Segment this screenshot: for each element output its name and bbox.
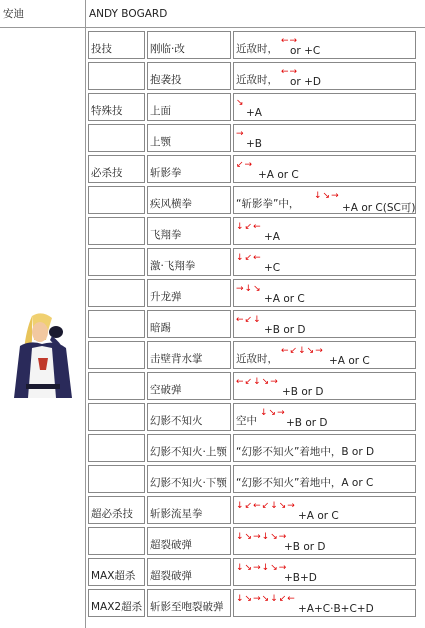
command-cell xyxy=(233,93,416,121)
move-row xyxy=(88,496,416,524)
direction-arrow-icon: ↘ xyxy=(270,532,278,542)
character-name: 安迪 xyxy=(0,0,86,28)
command-cell xyxy=(233,155,416,183)
direction-arrow-icon: → xyxy=(289,36,298,46)
command-cell xyxy=(233,217,416,245)
category-label: 投技 xyxy=(91,43,112,55)
category-cell xyxy=(88,496,145,524)
direction-arrow-icon: → xyxy=(278,532,287,542)
move-name: 幻影不知火 xyxy=(150,415,203,427)
category-cell xyxy=(88,31,145,59)
direction-arrow-icon: ↙ xyxy=(244,377,253,387)
move-row xyxy=(88,93,416,121)
direction-arrow-icon: → xyxy=(236,284,244,294)
category-cell xyxy=(88,403,145,431)
direction-arrow-icon: ← xyxy=(287,594,295,604)
command-arrows xyxy=(236,499,296,511)
command-input: +A or C xyxy=(258,169,299,181)
command-input: +B or D xyxy=(264,324,306,336)
move-name-cell xyxy=(147,341,231,369)
move-row xyxy=(88,341,416,369)
move-row xyxy=(88,31,416,59)
direction-arrow-icon: ↘ xyxy=(278,501,287,511)
command-input: +A or C xyxy=(264,293,305,305)
move-name-cell xyxy=(147,186,231,214)
direction-arrow-icon: ↘ xyxy=(244,563,253,573)
move-row xyxy=(88,434,416,462)
move-row xyxy=(88,155,416,183)
category-cell xyxy=(88,93,145,121)
command-input: +A xyxy=(246,107,262,119)
category-label: 必杀技 xyxy=(91,167,123,179)
category-cell xyxy=(88,341,145,369)
direction-arrow-icon: → xyxy=(287,501,295,511)
direction-arrow-icon: ↙ xyxy=(261,501,270,511)
move-name-cell xyxy=(147,496,231,524)
direction-arrow-icon: ← xyxy=(253,501,261,511)
category-label: 超必杀技 xyxy=(91,508,133,520)
move-name: 击壁背水掌 xyxy=(150,353,203,365)
command-input: +A or C xyxy=(298,510,339,522)
direction-arrow-icon: ↘ xyxy=(306,346,315,356)
direction-arrow-icon: ↙ xyxy=(244,501,253,511)
move-name: 上颚 xyxy=(150,136,171,148)
move-row xyxy=(88,248,416,276)
move-row xyxy=(88,124,416,152)
command-arrows xyxy=(236,530,287,542)
direction-arrow-icon: → xyxy=(236,129,244,139)
move-row xyxy=(88,589,416,617)
direction-arrow-icon: ↙ xyxy=(236,160,244,170)
direction-arrow-icon: ↓ xyxy=(236,253,244,263)
command-arrows xyxy=(236,220,262,232)
move-name-cell xyxy=(147,279,231,307)
direction-arrow-icon: ↓ xyxy=(261,563,270,573)
command-cell xyxy=(233,186,416,214)
command-input: +B or D xyxy=(284,541,326,553)
move-row xyxy=(88,372,416,400)
direction-arrow-icon: ↓ xyxy=(314,191,322,201)
command-arrows xyxy=(236,127,245,139)
category-cell xyxy=(88,217,145,245)
command-input: +B+D xyxy=(284,572,317,584)
direction-arrow-icon: ← xyxy=(281,36,289,46)
command-cell xyxy=(233,558,416,586)
command-cell xyxy=(233,465,416,493)
direction-arrow-icon: ↘ xyxy=(261,377,270,387)
direction-arrow-icon: ↓ xyxy=(298,346,306,356)
category-label: MAX超杀 xyxy=(91,570,136,582)
category-cell xyxy=(88,558,145,586)
move-row xyxy=(88,465,416,493)
direction-arrow-icon: ↘ xyxy=(268,408,277,418)
direction-arrow-icon: → xyxy=(270,377,278,387)
direction-arrow-icon: → xyxy=(253,563,261,573)
command-arrows xyxy=(236,375,279,387)
direction-arrow-icon: ↙ xyxy=(289,346,298,356)
command-cell xyxy=(233,62,416,90)
move-name-cell xyxy=(147,527,231,555)
direction-arrow-icon: ↓ xyxy=(261,532,270,542)
direction-arrow-icon: ↙ xyxy=(278,594,287,604)
move-name: 斩影流星拳 xyxy=(150,508,203,520)
move-row xyxy=(88,217,416,245)
move-name-cell xyxy=(147,62,231,90)
direction-arrow-icon: ← xyxy=(236,315,244,325)
command-input: or +C xyxy=(290,45,321,57)
direction-arrow-icon: ↓ xyxy=(236,532,244,542)
direction-arrow-icon: ↓ xyxy=(270,594,278,604)
command-arrows xyxy=(236,251,262,263)
direction-arrow-icon: ↘ xyxy=(261,594,270,604)
move-name: 超裂破弹 xyxy=(150,539,192,551)
category-cell xyxy=(88,434,145,462)
character-portrait xyxy=(0,28,86,628)
direction-arrow-icon: ← xyxy=(281,67,289,77)
move-name: 升龙弹 xyxy=(150,291,182,303)
command-input: +A or C xyxy=(329,355,370,367)
command-cell xyxy=(233,434,416,462)
category-label: MAX2超杀 xyxy=(91,601,143,613)
command-arrows xyxy=(260,406,286,418)
direction-arrow-icon: ↘ xyxy=(322,191,331,201)
direction-arrow-icon: → xyxy=(278,563,287,573)
character-title: ANDY BOGARD xyxy=(86,0,425,28)
move-name-cell xyxy=(147,403,231,431)
move-name-cell xyxy=(147,310,231,338)
move-name: 幻影不知火·上颚 xyxy=(150,446,227,458)
direction-arrow-icon: ← xyxy=(236,377,244,387)
command-cell xyxy=(233,589,416,617)
direction-arrow-icon: → xyxy=(253,532,261,542)
command-input: +A or C(SC可) xyxy=(342,202,416,214)
category-cell xyxy=(88,589,145,617)
direction-arrow-icon: ↓ xyxy=(260,408,268,418)
direction-arrow-icon: ↘ xyxy=(253,284,261,294)
direction-arrow-icon: ↙ xyxy=(244,315,253,325)
category-cell xyxy=(88,62,145,90)
move-row xyxy=(88,186,416,214)
command-condition: 空中 xyxy=(236,415,257,427)
move-name-cell xyxy=(147,93,231,121)
direction-arrow-icon: → xyxy=(277,408,285,418)
move-name-cell xyxy=(147,31,231,59)
move-name: 空破弹 xyxy=(150,384,182,396)
move-name-cell xyxy=(147,124,231,152)
move-name-cell xyxy=(147,155,231,183)
command-input: +B or D xyxy=(286,417,328,429)
direction-arrow-icon: ← xyxy=(253,253,261,263)
direction-arrow-icon: ← xyxy=(253,222,261,232)
move-row xyxy=(88,310,416,338)
move-row xyxy=(88,403,416,431)
command-arrows xyxy=(314,189,340,201)
direction-arrow-icon: ↓ xyxy=(236,501,244,511)
command-cell xyxy=(233,31,416,59)
category-label: 特殊技 xyxy=(91,105,123,117)
move-name: 疾风横拳 xyxy=(150,198,192,210)
command-arrows xyxy=(236,592,296,604)
command-input: +A+C·B+C+D xyxy=(298,603,374,615)
andy-portrait-image xyxy=(2,310,84,400)
command-cell xyxy=(233,527,416,555)
move-name-cell xyxy=(147,434,231,462)
direction-arrow-icon: ↓ xyxy=(236,594,244,604)
move-row xyxy=(88,62,416,90)
move-name: 抱袭投 xyxy=(150,74,182,86)
direction-arrow-icon: ↓ xyxy=(253,377,261,387)
command-arrows xyxy=(281,65,298,77)
direction-arrow-icon: → xyxy=(244,160,253,170)
move-name: 斩影至咆裂破弹 xyxy=(150,601,224,613)
category-cell xyxy=(88,248,145,276)
move-name-cell xyxy=(147,589,231,617)
direction-arrow-icon: → xyxy=(331,191,339,201)
category-cell xyxy=(88,465,145,493)
move-name-cell xyxy=(147,372,231,400)
move-row xyxy=(88,558,416,586)
command-arrows xyxy=(236,158,253,170)
command-cell xyxy=(233,248,416,276)
command-cell xyxy=(233,124,416,152)
direction-arrow-icon: ↓ xyxy=(236,222,244,232)
command-arrows xyxy=(236,96,245,108)
command-input: +A xyxy=(264,231,280,243)
command-cell xyxy=(233,310,416,338)
command-arrows xyxy=(281,34,298,46)
move-name-cell xyxy=(147,248,231,276)
move-row xyxy=(88,527,416,555)
command-cell xyxy=(233,341,416,369)
command-arrows xyxy=(281,344,324,356)
category-cell xyxy=(88,155,145,183)
move-name: 刚临·改 xyxy=(150,43,185,55)
command-input: or +D xyxy=(290,76,321,88)
direction-arrow-icon: ↙ xyxy=(244,222,253,232)
direction-arrow-icon: ↙ xyxy=(244,253,253,263)
command-input: +B xyxy=(246,138,263,150)
category-cell xyxy=(88,372,145,400)
command-condition: “幻影不知火”着地中，B or D xyxy=(236,446,375,458)
command-cell xyxy=(233,279,416,307)
move-name: 斩影拳 xyxy=(150,167,182,179)
command-arrows xyxy=(236,282,262,294)
command-condition: 近敌时， xyxy=(236,353,278,365)
direction-arrow-icon: → xyxy=(289,67,298,77)
category-cell xyxy=(88,279,145,307)
move-name: 上面 xyxy=(150,105,171,117)
direction-arrow-icon: ↘ xyxy=(244,532,253,542)
command-condition: “斩影拳”中， xyxy=(236,198,300,210)
direction-arrow-icon: → xyxy=(315,346,323,356)
move-name: 飞翔拳 xyxy=(150,229,182,241)
command-cell xyxy=(233,372,416,400)
direction-arrow-icon: ↓ xyxy=(253,315,261,325)
move-name-cell xyxy=(147,558,231,586)
command-input: +B or D xyxy=(282,386,324,398)
category-cell xyxy=(88,310,145,338)
category-cell xyxy=(88,186,145,214)
command-cell xyxy=(233,403,416,431)
direction-arrow-icon: ↓ xyxy=(236,563,244,573)
direction-arrow-icon: ↓ xyxy=(270,501,278,511)
command-condition: “幻影不知火”着地中，A or C xyxy=(236,477,374,489)
direction-arrow-icon: ↘ xyxy=(236,98,244,108)
command-input: +C xyxy=(264,262,281,274)
move-name-cell xyxy=(147,217,231,245)
command-arrows xyxy=(236,313,262,325)
direction-arrow-icon: → xyxy=(253,594,261,604)
move-name: 暗踢 xyxy=(150,322,171,334)
command-condition: 近敌时， xyxy=(236,43,278,55)
move-name: 幻影不知火·下颚 xyxy=(150,477,227,489)
move-name: 超裂破弹 xyxy=(150,570,192,582)
direction-arrow-icon: ↘ xyxy=(244,594,253,604)
move-row xyxy=(88,279,416,307)
command-arrows xyxy=(236,561,287,573)
category-cell xyxy=(88,527,145,555)
command-condition: 近敌时， xyxy=(236,74,278,86)
direction-arrow-icon: ← xyxy=(281,346,289,356)
direction-arrow-icon: ↘ xyxy=(270,563,278,573)
move-name-cell xyxy=(147,465,231,493)
direction-arrow-icon: ↓ xyxy=(244,284,253,294)
move-name: 激·飞翔拳 xyxy=(150,260,196,272)
category-cell xyxy=(88,124,145,152)
command-cell xyxy=(233,496,416,524)
